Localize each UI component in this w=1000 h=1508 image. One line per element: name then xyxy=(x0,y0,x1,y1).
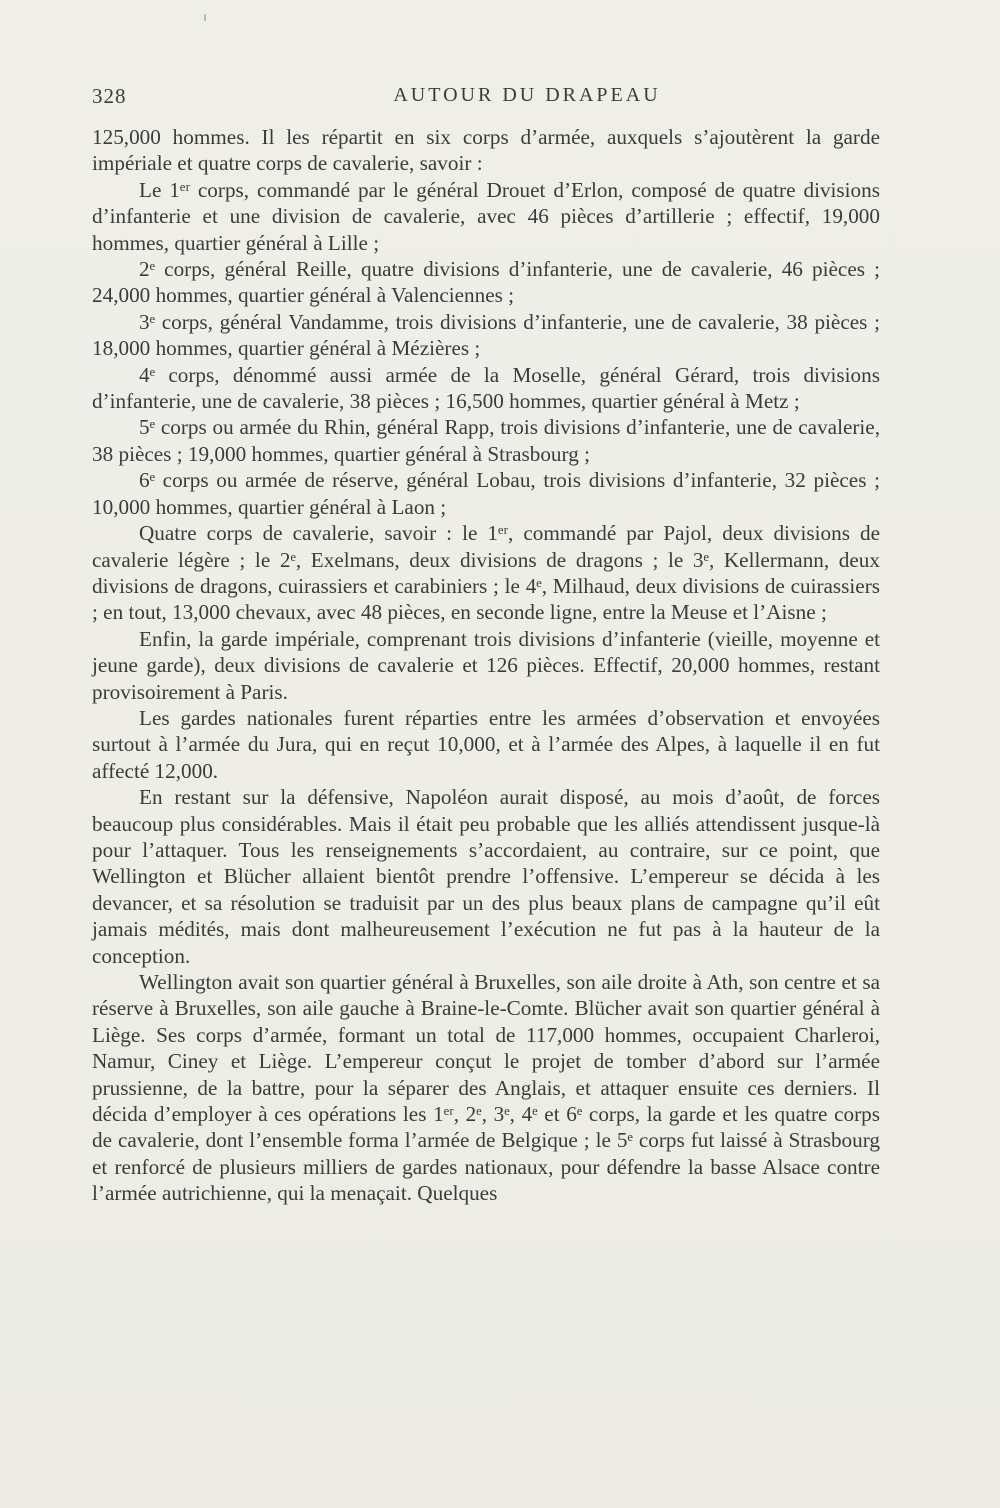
body-text xyxy=(92,124,880,1207)
paragraph-3: 2ᵉ corps, général Reille, quatre divisions d’infanterie, une de cavalerie, 46 pièces ; 24,000 hommes, quartier général à Valenciennes ; xyxy=(92,257,880,308)
paragraph-4: 3ᵉ corps, général Vandamme, trois divisions d’infanterie, une de cavalerie, 38 pièces ; 18,000 hommes, quartier général à Mézières ; xyxy=(92,309,880,361)
paragraph-6: 5ᵉ corps ou armée du Rhin, général Rapp, trois divisions d’infanterie, une de cavalerie, 38 pièces ; 19,000 hommes, quartier général à Strasbourg ; xyxy=(92,415,880,466)
paragraph-1: 125,000 hommes. Il les répartit en six corps d’armée, auxquels s’ajoutèrent la garde impériale et quatre corps de cavalerie, savoir : xyxy=(92,125,880,176)
paragraph-5: 4ᵉ corps, dénommé aussi armée de la Moselle, général Gérard, trois divisions d’infanterie, une de cavalerie, 38 pièces ; 16,500 hommes, quartier général à Metz ; xyxy=(92,362,880,414)
paragraph-9: Enfin, la garde impériale, comprenant trois divisions d’infanterie (vieille, moyenne et jeune garde), deux divisions de cavalerie et 126 pièces. Effectif, 20,000 hommes, restant provisoirement à Paris. xyxy=(92,626,880,704)
paragraph-8: Quatre corps de cavalerie, savoir : le 1ᵉʳ, commandé par Pajol, deux divisions de cavalerie légère ; le 2ᵉ, Exelmans, deux divisions de dragons ; le 3ᵉ, Kellermann, deux divisions de dragons, cuirassiers et carabiniers ; le 4ᵉ, Milhaud, deux divisions de cuirassiers ; en tout, 13,000 chevaux, avec 48 pièces, en seconde ligne, entre la Meuse et l’Aisne ; xyxy=(92,521,880,625)
paragraph-10: Les gardes nationales furent réparties entre les armées d’observation et envoyées surtout à l’armée du Jura, qui en reçut 10,000, et à l’armée des Alpes, à laquelle il en fut affecté 12,000. xyxy=(92,705,880,783)
page-number: 328 xyxy=(92,84,127,108)
paragraph-12: Wellington avait son quartier général à Bruxelles, son aile droite à Ath, son centre et sa réserve à Bruxelles, son aile gauche à Braine-le-Comte. Blücher avait son quartier général à Liège. Ses corps d’armée, formant un total de 117,000 hommes, occupaient Charleroi, Namur, Ciney et Liège. L’empereur conçut le projet de tomber d’abord sur l’armée prussienne, de la battre, pour la séparer des Anglais, et attaquer ensuite ces derniers. Il décida d’employer à ces opérations les 1ᵉʳ, 2ᵉ, 3ᵉ, 4ᵉ et 6ᵉ corps, la garde et les quatre corps de cavalerie, dont l’ensemble forma l’armée de Belgique ; le 5ᵉ corps fut laissé à Strasbourg et renforcé de plusieurs milliers de gardes nationaux, pour défendre la basse Alsace contre l’armée autrichienne, qui la menaçait. Quelques xyxy=(92,970,880,1206)
running-title: AUTOUR DU DRAPEAU xyxy=(393,84,661,106)
paragraph-2: Le 1ᵉʳ corps, commandé par le général Drouet d’Erlon, composé de quatre divisions d’infanterie et une division de cavalerie, avec 46 pièces d’artillerie ; effectif, 19,000 hommes, quartier général à Lille ; xyxy=(92,177,880,255)
paragraph-11: En restant sur la défensive, Napoléon aurait disposé, au mois d’août, de forces beaucoup plus considérables. Mais il était peu probable que les alliés attendissent jusque-là pour l’attaquer. Tous les renseignements s’accordaient, au contraire, sur ce point, que Wellington et Blücher allaient bientôt prendre l’offensive. L’empereur se décida à les devancer, et sa résolution se traduisit par un des plus beaux plans de campagne qu’il eût jamais médités, mais dont malheureusement l’exécution ne fut pas à la hauteur de la conception. xyxy=(92,785,880,968)
paragraph-7: 6ᵉ corps ou armée de réserve, général Lobau, trois divisions d’infanterie, 32 pièces ; 10,000 hommes, quartier général à Laon ; xyxy=(92,468,880,519)
paper-speck xyxy=(204,14,206,21)
page-header xyxy=(92,84,880,114)
